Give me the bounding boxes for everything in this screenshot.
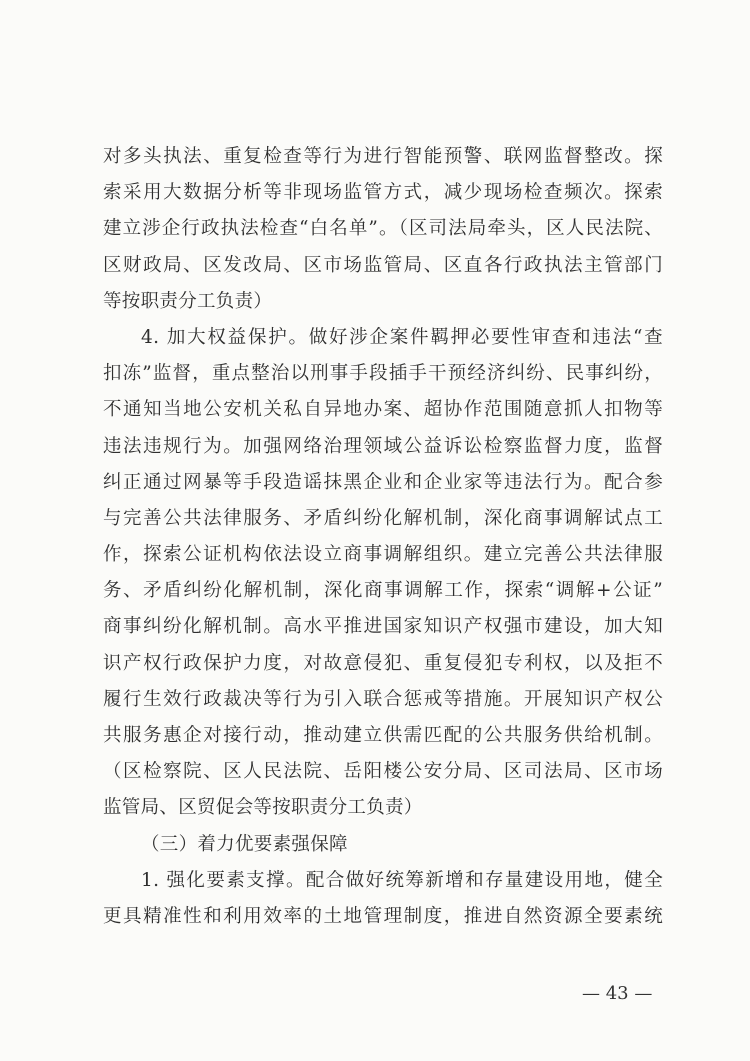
- paragraph-1-first-line: 1. 强化要素支撑。配合做好统筹新增和存量建设用地，健全: [141, 869, 663, 891]
- text-line: 索采用大数据分析等非现场监管方式，减少现场检查频次。探索: [103, 182, 663, 204]
- text-line: 建立涉企行政执法检查“白名单”。（区司法局牵头，区人民法院、: [103, 218, 663, 240]
- body-text: [103, 139, 663, 935]
- text-line: 识产权行政保护力度，对故意侵犯、重复侵犯专利权，以及拒不: [103, 652, 663, 674]
- text-line: （区检察院、区人民法院、岳阳楼公安分局、区司法局、区市场: [103, 761, 663, 783]
- text-line: 务、矛盾纠纷化解机制，深化商事调解工作，探索“调解+公证”: [103, 580, 663, 602]
- text-line: 监管局、区贸促会等按职责分工负责）: [103, 797, 423, 819]
- text-line: 等按职责分工负责）: [103, 290, 273, 312]
- text-line: 不通知当地公安机关私自异地办案、超协作范围随意抓人扣物等: [103, 399, 663, 421]
- text-line: 扣冻”监督，重点整治以刑事手段插手干预经济纠纷、民事纠纷，: [103, 363, 663, 385]
- paragraph-4-first-line: 4. 加大权益保护。做好涉企案件羁押必要性审查和违法“查: [141, 326, 663, 348]
- text-line: 共服务惠企对接行动，推动建立供需匹配的公共服务供给机制。: [103, 725, 663, 746]
- text-line: 违法违规行为。加强网络治理领域公益诉讼检察监督力度，监督: [103, 435, 663, 457]
- text-line: 更具精准性和利用效率的土地管理制度，推进自然资源全要素统: [103, 905, 663, 927]
- text-line: 区财政局、区发改局、区市场监管局、区直各行政执法主管部门: [103, 254, 663, 276]
- text-line: 对多头执法、重复检查等行为进行智能预警、联网监督整改。探: [103, 146, 663, 167]
- section-heading: （三）着力优要素强保障: [141, 833, 348, 855]
- text-line: 商事纠纷化解机制。高水平推进国家知识产权强市建设，加大知: [103, 616, 663, 638]
- text-line: 履行生效行政裁决等行为引入联合惩戒等措施。开展知识产权公: [103, 688, 663, 710]
- text-line: 与完善公共法律服务、矛盾纠纷化解机制，深化商事调解试点工: [103, 507, 663, 529]
- page-number: — 43 —: [582, 983, 653, 1004]
- text-line: 纠正通过网暴等手段造谣抹黑企业和企业家等违法行为。配合参: [103, 471, 663, 493]
- text-line: 作，探索公证机构依法设立商事调解组织。建立完善公共法律服: [103, 544, 663, 566]
